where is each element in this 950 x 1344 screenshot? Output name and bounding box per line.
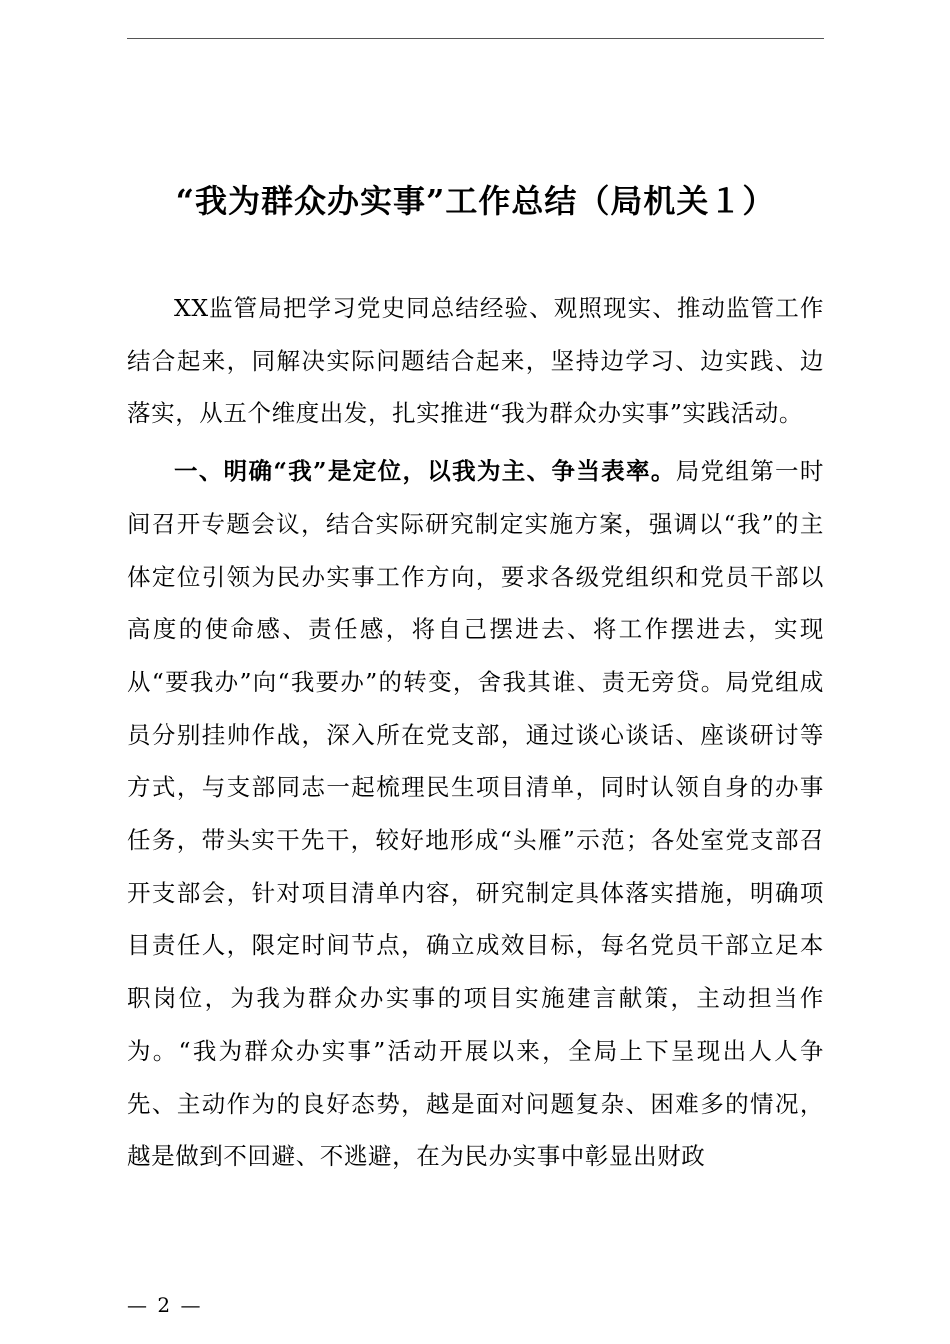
page-number: — 2 — bbox=[127, 1293, 203, 1317]
document-body bbox=[127, 282, 824, 1183]
intro-paragraph: XX监管局把学习党史同总结经验、观照现实、推动监管工作结合起来，同解决实际问题结合起来，坚持边学习、边实践、边落实，从五个维度出发，扎实推进“我为群众办实事”实践活动。 bbox=[127, 294, 824, 428]
section-1-heading: 一、明确“我”是定位，以我为主、争当表率。 bbox=[174, 457, 676, 486]
section-1-paragraph bbox=[127, 445, 824, 1183]
section-1-body: 局党组第一时间召开专题会议，结合实际研究制定实施方案，强调以“我”的主体定位引领为民办实事工作方向，要求各级党组织和党员干部以高度的使命感、责任感，将自己摆进去、将工作摆进去，实现从“要我办”向“我要办”的转变，舍我其谁、责无旁贷。局党组成员分别挂帅作战，深入所在党支部，通过谈心谈话、座谈研讨等方式，与支部同志一起梳理民生项目清单，同时认领自身的办事任务，带头实干先干，较好地形成“头雁”示范；各处室党支部召开支部会，针对项目清单内容，研究制定具体落实措施，明确项目责任人，限定时间节点，确立成效目标，每名党员干部立足本职岗位，为我为群众办实事的项目实施建言献策，主动担当作为。“我为群众办实事”活动开展以来，全局上下呈现出人人争先、主动作为的良好态势，越是面对问题复杂、困难多的情况，越是做到不回避、不逃避，在为民办实事中彰显出财政 bbox=[127, 457, 824, 1171]
header-rule bbox=[127, 38, 824, 39]
document-title: “我为群众办实事”工作总结（局机关１） bbox=[175, 182, 776, 220]
